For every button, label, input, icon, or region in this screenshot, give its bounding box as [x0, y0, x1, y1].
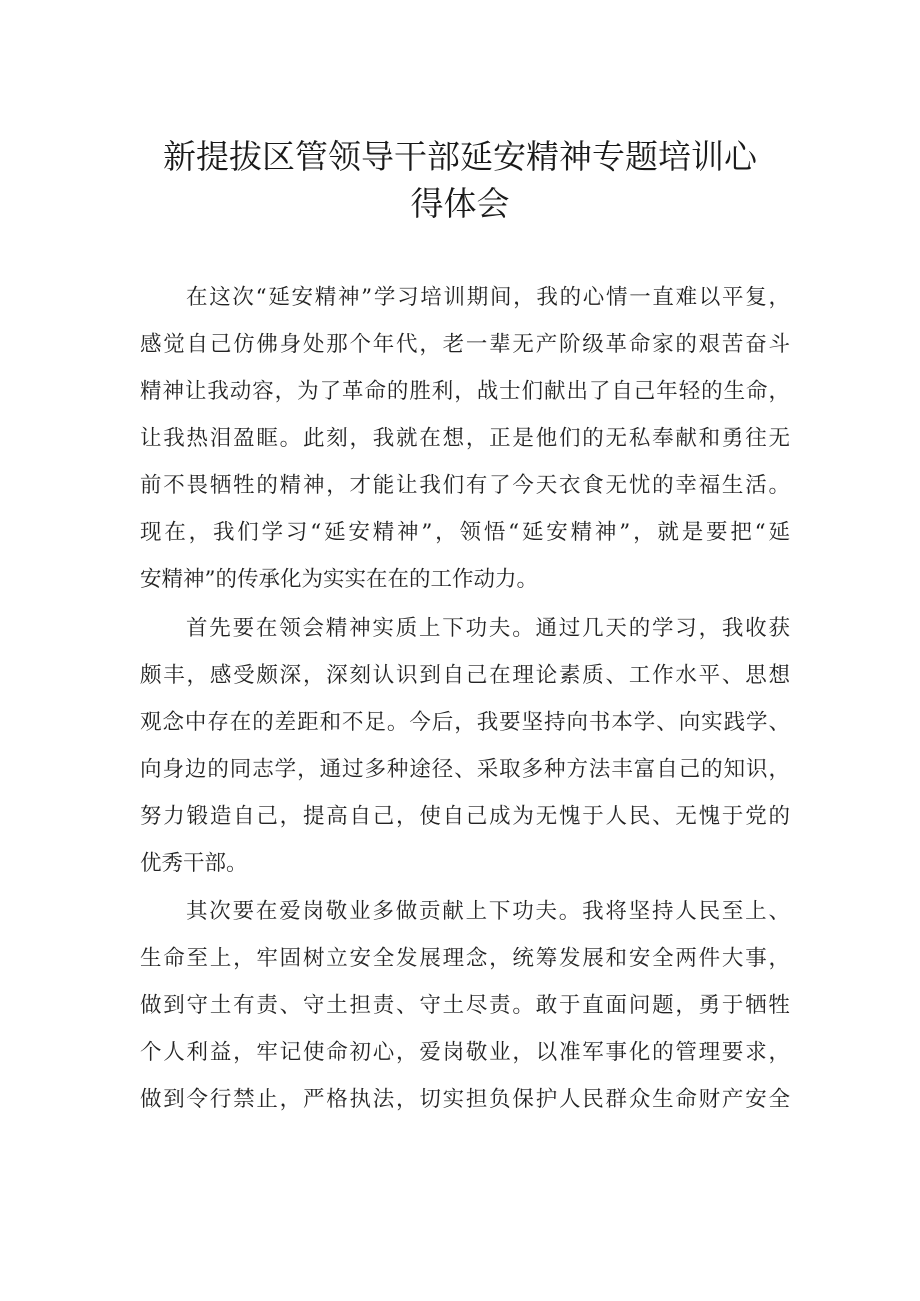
document-title-line-2: 得体会 — [410, 184, 510, 223]
paragraph-line: 让我热泪盈眶。此刻，我就在想，正是他们的无私奉献和勇往无 — [140, 426, 790, 451]
paragraph-line: 其次要在爱岗敬业多做贡献上下功夫。我将坚持人民至上、 — [186, 899, 790, 924]
paragraph-line: 首先要在领会精神实质上下功夫。通过几天的学习，我收获 — [186, 616, 790, 641]
paragraph-line: 向身边的同志学，通过多种途径、采取多种方法丰富自己的知识， — [140, 757, 790, 782]
paragraph-line: 个人利益，牢记使命初心，爱岗敬业，以准军事化的管理要求， — [140, 1040, 790, 1065]
paragraph-line: 现在，我们学习“延安精神”，领悟“延安精神”，就是要把“延 — [140, 520, 790, 545]
paragraph-line: 优秀干部。 — [140, 851, 248, 876]
paragraph-line: 做到守土有责、守土担责、守土尽责。敢于直面问题，勇于牺牲 — [140, 993, 790, 1018]
paragraph-line: 安精神”的传承化为实实在在的工作动力。 — [140, 567, 538, 592]
paragraph-line: 感觉自己仿佛身处那个年代，老一辈无产阶级革命家的艰苦奋斗 — [140, 332, 790, 357]
paragraph-line: 在这次“延安精神”学习培训期间，我的心情一直难以平复， — [186, 285, 790, 310]
paragraph-line: 生命至上，牢固树立安全发展理念，统筹发展和安全两件大事， — [140, 946, 790, 971]
paragraph-line: 颇丰，感受颇深，深刻认识到自己在理论素质、工作水平、思想 — [140, 663, 790, 688]
paragraph-line: 做到令行禁止，严格执法，切实担负保护人民群众生命财产安全 — [140, 1087, 790, 1112]
paragraph-line: 努力锻造自己，提高自己，使自己成为无愧于人民、无愧于党的 — [140, 804, 790, 829]
paragraph-line: 精神让我动容，为了革命的胜利，战士们献出了自己年轻的生命， — [140, 379, 790, 404]
document-title-line-1: 新提拔区管领导干部延安精神专题培训心 — [163, 137, 757, 176]
paragraph-line: 前不畏牺牲的精神，才能让我们有了今天衣食无忧的幸福生活。 — [140, 473, 790, 498]
paragraph-line: 观念中存在的差距和不足。今后，我要坚持向书本学、向实践学、 — [140, 710, 790, 735]
